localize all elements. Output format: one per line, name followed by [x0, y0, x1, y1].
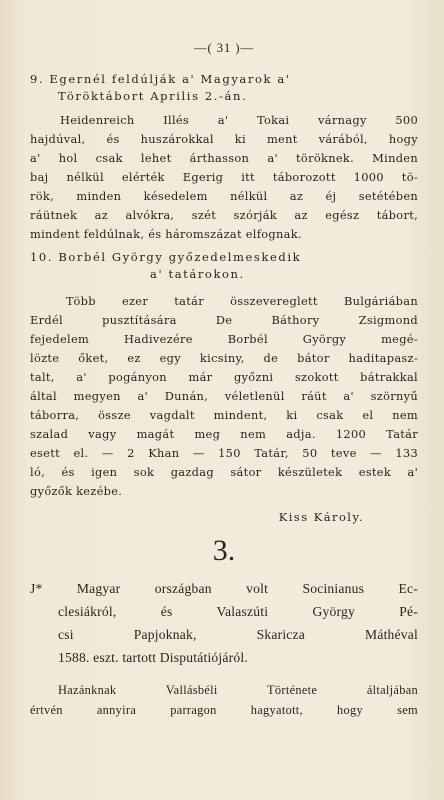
section-10-heading-line-2: a' tatárokon.: [150, 267, 245, 281]
section-10-line: lözte őket, ez egy kicsiny, de bátor haditapasz-: [30, 351, 418, 365]
part-3-body-line: Hazánknak Vallásbéli Története általjában: [58, 683, 418, 697]
section-10-line: fejedelem Hadivezére Borbél György megé-: [30, 332, 418, 346]
section-10-line: talt, a' pogányon már győzni szokott bátrakkal: [30, 370, 418, 384]
section-10-heading-line-1: 10. Borbél György győzedelmeskedik: [30, 250, 302, 264]
part-number: 3.: [212, 534, 236, 567]
section-9-heading-line-2: Töröktábort Aprilis 2.-án.: [58, 89, 248, 103]
part-3-title-line: J* Magyar országban volt Socinianus Ec-: [30, 581, 418, 596]
part-3-title-line: 1588. eszt. tartott Disputátiójáról.: [58, 650, 248, 665]
section-10-line: táborra, össze vagdalt mindent, ki csak el nem: [30, 408, 418, 422]
part-3-body-line: értvén annyira parragon hagyatott, hogy sem: [30, 703, 418, 717]
section-9-line: rök, minden késedelem nélkül az éj setétében: [30, 189, 418, 203]
section-10-line: ló, és igen sok gazdag sátor készületek estek a': [30, 465, 418, 479]
section-9-line: Heidenreich Illés a' Tokai várnagy 500: [60, 113, 418, 127]
section-10-line: Erdél pusztítására De Báthory Zsigmond: [30, 313, 418, 327]
section-10-line: Több ezer tatár összevereglett Bulgáriában: [66, 294, 418, 308]
section-9-line: baj nélkül elérték Egerig itt táborozott 1000 tö-: [30, 170, 418, 184]
part-3-title-line: clesiákról, és Valaszúti György Pé-: [58, 604, 418, 619]
section-10-line: esett el. — 2 Khan — 150 Tatár, 50 teve — 133: [30, 446, 418, 460]
page-number: —( 31 )—: [193, 41, 255, 55]
section-9-line: ráütnek az alvókra, szét szórják az egész tábort,: [30, 208, 418, 222]
section-9-line: hajdúval, és huszárokkal ki ment várából, hogy: [30, 132, 418, 146]
signature: Kiss Károly.: [278, 510, 364, 524]
section-10-line: által megyen a' Dunán, véletlenül ráüt a' szörnyű: [30, 389, 418, 403]
section-9-line: a' hol csak lehet árthasson a' töröknek. Minden: [30, 151, 418, 165]
part-3-title-line: csi Papjoknak, Skaricza Máthéval: [58, 627, 418, 642]
section-10-line: győzők kezébe.: [30, 484, 123, 498]
section-10-line: szalad vagy magát meg nem adja. 1200 Tatár: [30, 427, 418, 441]
section-9-heading-line-1: 9. Egernél feldúlják a' Magyarok a': [30, 72, 291, 86]
section-9-line: mindent feldúlnak, és háromszázat elfognak.: [30, 227, 302, 241]
